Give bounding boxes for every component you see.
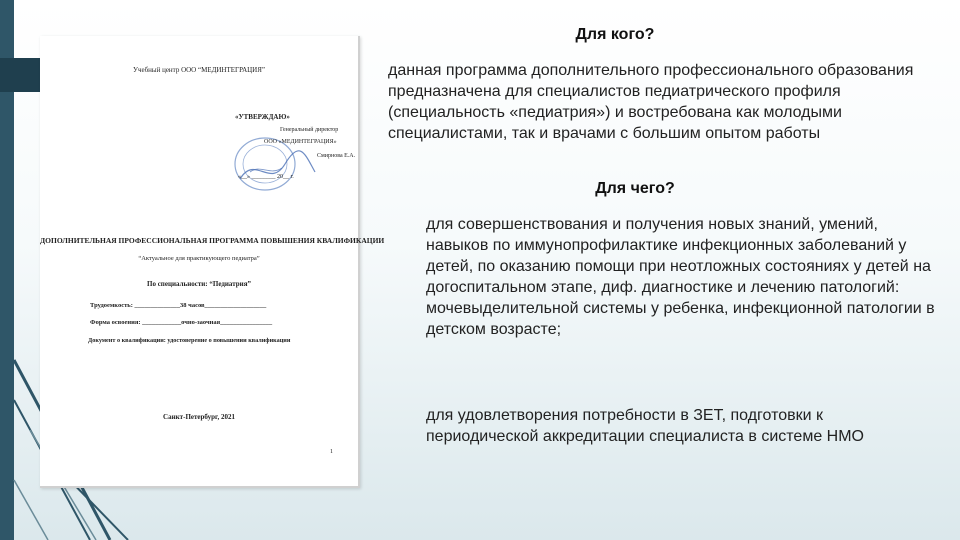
document-org: Учебный центр ООО “МЕДИНТЕГРАЦИЯ” <box>132 66 266 74</box>
document-city: Санкт-Петербург, 2021 <box>163 413 235 421</box>
why-text-2: для удовлетворения потребности в ЗЕТ, подготовки к периодической аккредитации специалиста в системе НМО <box>426 407 864 445</box>
document-form: Форма освоения: ____________очно-заочная________________ <box>90 319 273 326</box>
document-page-number: 1 <box>330 449 333 455</box>
document-director-title: Генеральный директор <box>280 127 339 133</box>
why-text-1: для совершенствования и получения новых знаний, умений, навыков по иммунопрофилактике инфекционных заболеваний у детей, по оказанию помощи при неотложных состояниях у детей на догоспитальном этапе, диф. диагностике и лечению патологий: мочевыделительной системы у ребенка, инфекционной патологии в детском возрасте; <box>426 216 935 338</box>
document-title: ДОПОЛНИТЕЛЬНАЯ ПРОФЕССИОНАЛЬНАЯ ПРОГРАММА ПОВЫШЕНИЯ КВАЛИФИКАЦИИ <box>40 236 385 245</box>
who-heading: Для кого? <box>575 26 655 43</box>
who-text: данная программа дополнительного профессионального образования предназначена для специалистов педиатрического профиля (специальность «педиатрия») и востребована как молодыми специалистами, так и врачами с большим опытом работы <box>388 62 914 142</box>
document-certificate: Документ о квалификации: удостоверение о повышении квалификации <box>88 337 291 344</box>
document-scan <box>40 36 385 488</box>
document-date-line: «__» ________ 20__ г. <box>238 174 294 180</box>
document-specialty: По специальности: “Педиатрия” <box>147 280 251 288</box>
document-subtitle: “Актуальное для практикующего педиатра” <box>138 255 260 262</box>
document-approved: «УТВЕРЖДАЮ» <box>235 113 290 121</box>
document-hours: Трудоемкость: ______________38 часов___________________ <box>90 302 267 309</box>
why-heading: Для чего? <box>595 180 675 197</box>
document-director-org: ООО «МЕДИНТЕГРАЦИЯ» <box>264 139 337 145</box>
document-director-name: Смирнова Е.А. <box>317 153 356 159</box>
